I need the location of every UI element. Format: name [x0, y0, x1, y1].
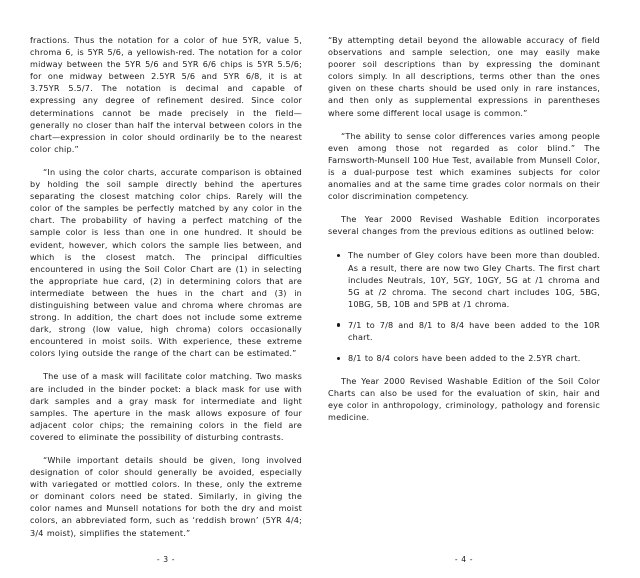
- right-column: [328, 34, 600, 578]
- paragraph: “By attempting detail beyond the allowable accuracy of field observations and sample selection, one may easily make poorer soil descriptions than by expressing the dominant colors simply. In all descriptions, terms other than the ones given on these charts should be used only in rare instances, and then only as supplemental expressions in parentheses where some different local usage is common.”: [328, 35, 600, 118]
- page-number-right: - 4 -: [454, 555, 474, 564]
- paragraph: The use of a mask will facilitate color matching. Two masks are included in the binder pocket: a black mask for use with dark samples and a gray mask for intermediate and light samples. The aperture in the mask allows exposure of four adjacent color chips; the remaining colors in the field are covered to eliminate the possibility of disturbing contrasts.: [30, 371, 302, 442]
- paragraph: The Year 2000 Revised Washable Edition incorporates several changes from the previous editions as outlined below:: [328, 214, 600, 237]
- paragraph: “The ability to sense color differences varies among people even among those not regarded as color blind.” The Farnsworth-Munsell 100 Hue Test, available from Munsell Color, is a dual-purpose test which examines subjects for color anomalies and at the same time grades color normals on their color discrimination competency.: [328, 130, 600, 202]
- list-item: 7/1 to 7/8 and 8/1 to 8/4 have been added to the 10R chart.: [348, 319, 600, 342]
- bullet-list: [328, 249, 600, 364]
- page-number-left: - 3 -: [156, 555, 176, 564]
- paragraph: “While important details should be given, long involved designation of color should generally be avoided, especially with variegated or mottled colors. In these, only the extreme or dominant colors need be stated. Similarly, in giving the color names and Munsell notations for both the dry and moist colors, an abbreviated form, such as ‘reddish brown’ (5YR 4/4; 3/4 moist), simplifies the statement.”: [30, 455, 302, 538]
- paragraph: fractions. Thus the notation for a color of hue 5YR, value 5, chroma 6, is 5YR 5/6, a yellowish-red. The notation for a color midway between the 5YR 5/6 and 5YR 6/6 chips is 5YR 5.5/6; for one midway between 2.5YR 5/6 and 5YR 6/8, it is at 3.75YR 5.5/7. The notation is decimal and capable of expressing any degree of refinement desired. Since color determinations cannot be made precisely in the field—generally no closer than half the interval between colors in the chart—expression in color should ordinarily be to the nearest color chip.”: [30, 35, 302, 154]
- list-item: 8/1 to 8/4 colors have been added to the 2.5YR chart.: [348, 352, 600, 364]
- left-column: [30, 34, 302, 578]
- paragraph: “In using the color charts, accurate comparison is obtained by holding the soil sample directly behind the apertures separating the closest matching color chips. Rarely will the color of the samples be perfectly matched by any color in the chart. The probability of having a perfect matching of the sample color is less than one in one hundred. It should be evident, however, which colors the sample lies between, and which is the closest match. The principal difficulties encountered in using the Soil Color Chart are (1) in selecting the appropriate hue card, (2) in determining colors that are intermediate between the hues in the chart and (3) in distinguishing between value and chroma where chromas are strong. In addition, the chart does not include some extreme dark, strong (low value, high chroma) colors occasionally encountered in moist soils. With experience, these extreme colors lying outside the range of the chart can be estimated.”: [30, 166, 302, 359]
- paragraph: The Year 2000 Revised Washable Edition of the Soil Color Charts can also be used for the evaluation of skin, hair and eye color in anthropology, criminology, pathology and forensic medicine.: [328, 376, 600, 423]
- list-item: The number of Gley colors have been more than doubled. As a result, there are now two Gley Charts. The first chart includes Neutrals, 10Y, 5GY, 10GY, 5G at /1 chroma and 5G at /2 chroma. The second chart includes 10G, 5BG, 10BG, 5B, 10B and 5PB at /1 chroma.: [348, 250, 600, 309]
